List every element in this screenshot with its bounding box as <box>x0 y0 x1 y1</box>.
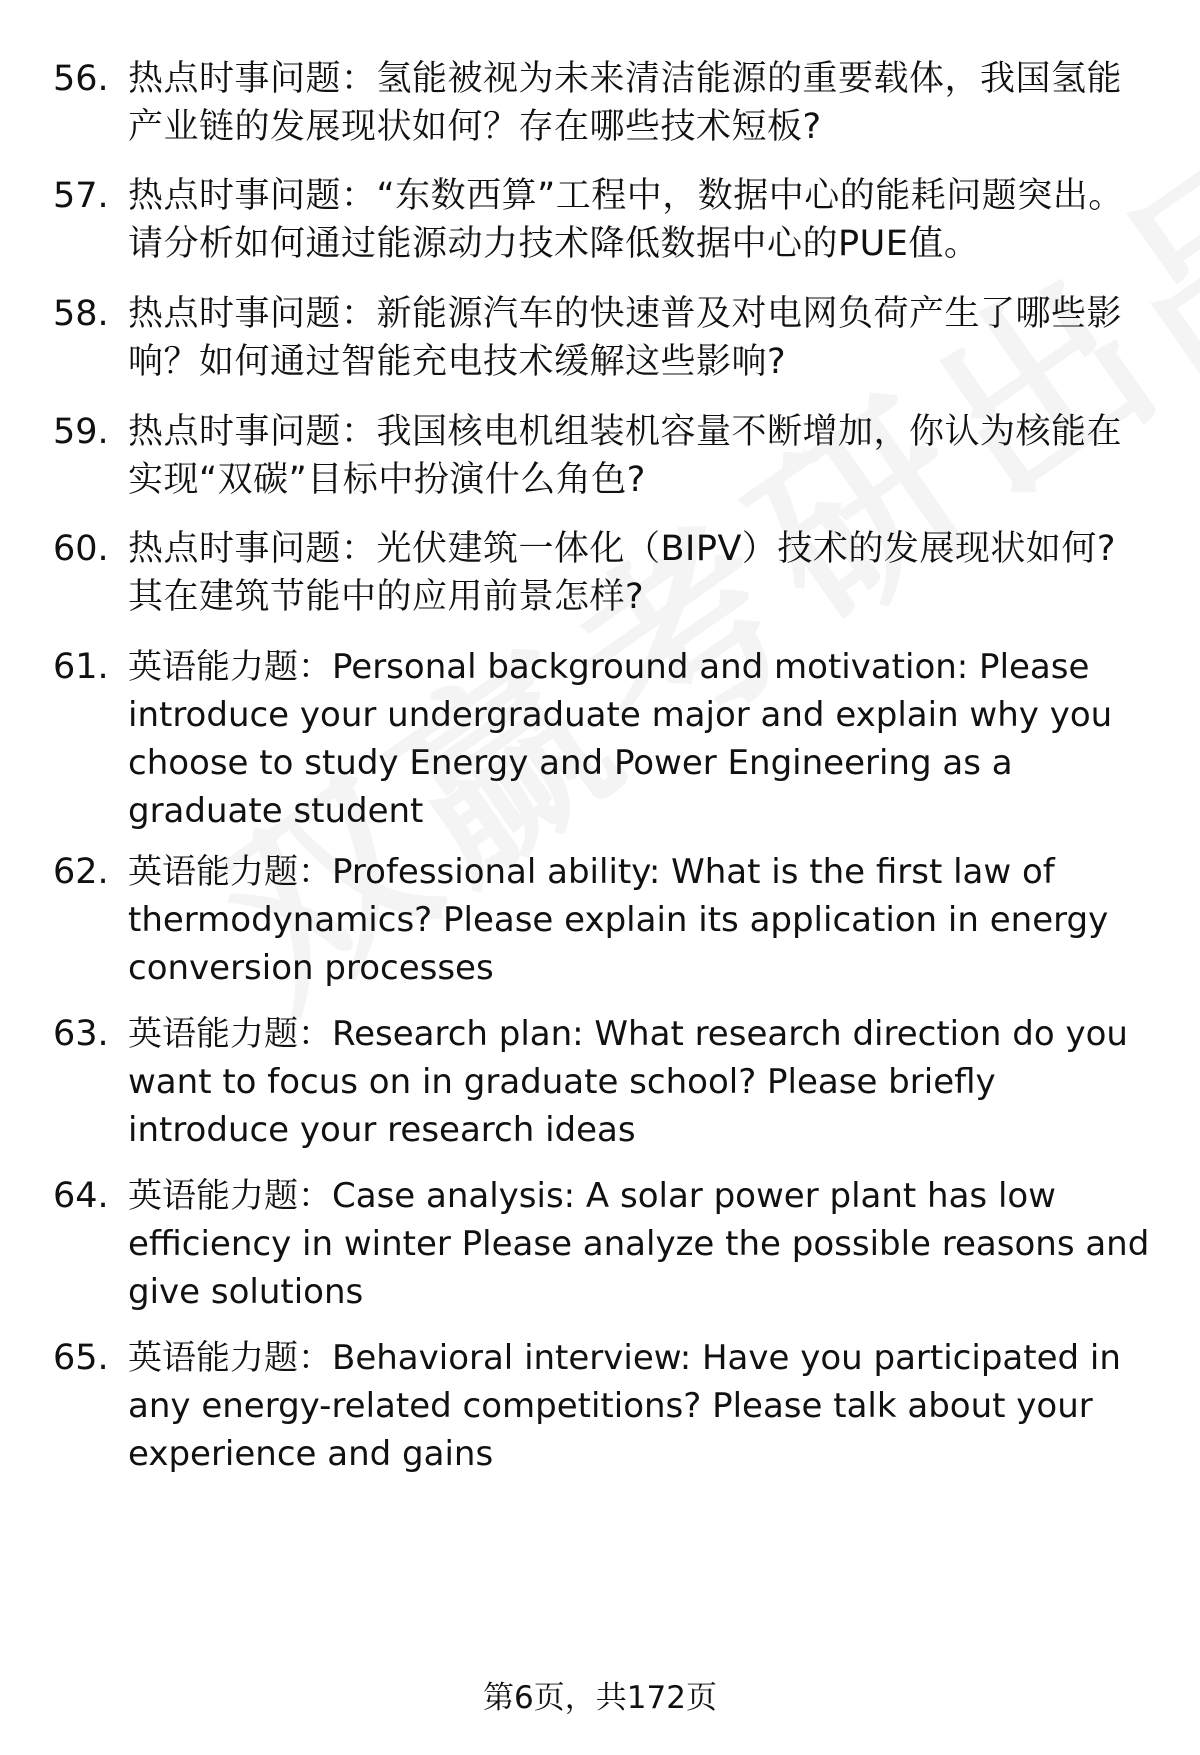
question-text: 热点时事问题：我国核电机组装机容量不断增加，你认为核能在实现“双碳”目标中扮演什么角色? <box>128 412 1123 500</box>
question-number: 61. <box>53 647 109 687</box>
question-number: 56. <box>53 59 109 99</box>
question-text: 英语能力题：Case analysis: A solar power plant has low efficiency in winter Please analyze the possible reasons and give solutions <box>128 1176 1150 1312</box>
question-number: 63. <box>53 1014 109 1054</box>
question-text: 热点时事问题：“东数西算”工程中，数据中心的能耗问题突出。请分析如何通过能源动力技术降低数据中心的PUE值。 <box>128 176 1124 264</box>
question-number: 58. <box>53 294 109 334</box>
question-number: 64. <box>53 1176 109 1216</box>
question-text: 热点时事问题：新能源汽车的快速普及对电网负荷产生了哪些影响？如何通过智能充电技术缓解这些影响? <box>128 294 1123 382</box>
question-text: 热点时事问题：光伏建筑一体化（BIPV）技术的发展现状如何?其在建筑节能中的应用前景怎样? <box>128 529 1116 617</box>
question-number: 59. <box>53 412 109 452</box>
question-text: 英语能力题：Behavioral interview: Have you participated in any energy-related competitions? Please talk about your experience and gains <box>128 1338 1121 1474</box>
question-text: 英语能力题：Professional ability: What is the first law of thermodynamics? Please explain its application in energy conversion processes <box>128 852 1109 988</box>
page-indicator: 第6页，共172页 <box>483 1680 717 1716</box>
question-number: 60. <box>53 529 109 569</box>
question-text: 英语能力题：Research plan: What research direction do you want to focus on in graduate school? Please briefly introduce your research ideas <box>128 1014 1128 1150</box>
question-text: 英语能力题：Personal background and motivation: Please introduce your undergraduate major and explain why you choose to study Energy and Power Engineering as a graduate student <box>128 647 1113 831</box>
question-number: 65. <box>53 1338 109 1378</box>
question-number: 57. <box>53 176 109 216</box>
question-number: 62. <box>53 852 109 892</box>
question-text: 热点时事问题：氢能被视为未来清洁能源的重要载体，我国氢能产业链的发展现状如何？存在哪些技术短板? <box>128 59 1123 147</box>
